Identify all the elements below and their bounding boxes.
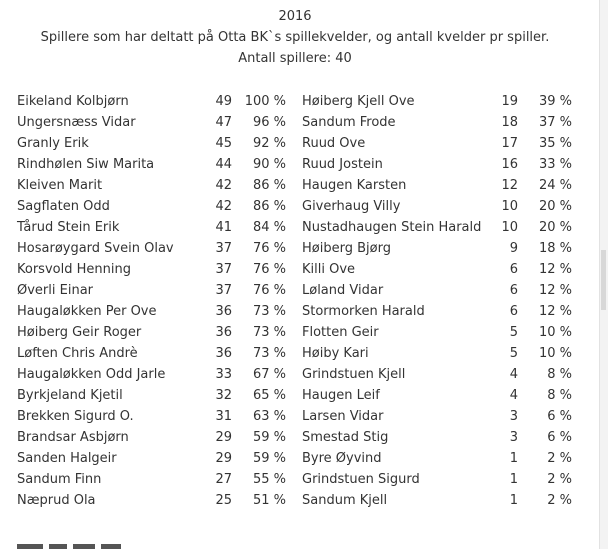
evening-count: 6	[509, 262, 518, 277]
evening-count: 29	[215, 430, 232, 445]
attendance-percent: 73 %	[252, 346, 286, 361]
attendance-percent: 20 %	[538, 220, 572, 235]
player-name: Grindstuen Kjell	[302, 367, 406, 382]
evening-count: 37	[215, 262, 232, 277]
table-row	[0, 385, 600, 406]
player-name: Grindstuen Sigurd	[302, 472, 420, 487]
evening-count: 37	[215, 283, 232, 298]
attendance-percent: 8 %	[547, 367, 572, 382]
attendance-percent: 39 %	[538, 94, 572, 109]
evening-count: 10	[501, 199, 518, 214]
evening-count: 4	[509, 367, 518, 382]
evening-count: 19	[501, 94, 518, 109]
player-name: Haugen Karsten	[302, 178, 407, 193]
player-name: Hosarøygard Svein Olav	[17, 241, 174, 256]
table-row	[0, 238, 600, 259]
player-name: Næprud Ola	[17, 493, 96, 508]
scrollbar-thumb[interactable]	[601, 250, 606, 310]
evening-count: 44	[215, 157, 232, 172]
evening-count: 1	[509, 493, 518, 508]
evening-count: 33	[215, 367, 232, 382]
attendance-percent: 51 %	[252, 493, 286, 508]
evening-count: 36	[215, 346, 232, 361]
evening-count: 25	[215, 493, 232, 508]
player-name: Ungersnæss Vidar	[17, 115, 136, 130]
year-heading: 2016	[278, 9, 312, 24]
table-row	[0, 196, 600, 217]
player-name: Flotten Geir	[302, 325, 379, 340]
table-row	[0, 259, 600, 280]
attendance-percent: 84 %	[252, 220, 286, 235]
evening-count: 1	[509, 451, 518, 466]
attendance-percent: 10 %	[538, 325, 572, 340]
table-row	[0, 175, 600, 196]
evening-count: 5	[509, 346, 518, 361]
player-name: Byrkjeland Kjetil	[17, 388, 123, 403]
table-row	[0, 427, 600, 448]
attendance-percent: 2 %	[547, 451, 572, 466]
evening-count: 45	[215, 136, 232, 151]
document-header	[0, 6, 590, 69]
table-row	[0, 112, 600, 133]
player-name: Høiberg Kjell Ove	[302, 94, 415, 109]
player-stats-table	[0, 91, 600, 511]
attendance-percent: 59 %	[252, 430, 286, 445]
evening-count: 27	[215, 472, 232, 487]
evening-count: 41	[215, 220, 232, 235]
scrollbar[interactable]	[599, 0, 608, 549]
player-name: Smestad Stig	[302, 430, 389, 445]
player-name: Kleiven Marit	[17, 178, 103, 193]
player-name: Eikeland Kolbjørn	[17, 94, 129, 109]
evening-count: 10	[501, 220, 518, 235]
attendance-percent: 76 %	[252, 283, 286, 298]
attendance-percent: 86 %	[252, 178, 286, 193]
attendance-percent: 92 %	[252, 136, 286, 151]
attendance-percent: 2 %	[547, 472, 572, 487]
table-row	[0, 448, 600, 469]
attendance-percent: 12 %	[538, 262, 572, 277]
player-name: Ruud Jostein	[302, 157, 383, 172]
player-name: Brekken Sigurd O.	[17, 409, 134, 424]
attendance-percent: 37 %	[538, 115, 572, 130]
evening-count: 18	[501, 115, 518, 130]
evening-count: 29	[215, 451, 232, 466]
attendance-percent: 59 %	[252, 451, 286, 466]
evening-count: 4	[509, 388, 518, 403]
attendance-percent: 33 %	[538, 157, 572, 172]
table-row	[0, 280, 600, 301]
evening-count: 12	[501, 178, 518, 193]
attendance-percent: 20 %	[538, 199, 572, 214]
player-name: Øverli Einar	[17, 283, 94, 298]
attendance-percent: 6 %	[547, 430, 572, 445]
evening-count: 6	[509, 304, 518, 319]
attendance-percent: 6 %	[547, 409, 572, 424]
attendance-percent: 96 %	[252, 115, 286, 130]
attendance-percent: 2 %	[547, 493, 572, 508]
player-count: Antall spillere: 40	[238, 51, 352, 66]
attendance-percent: 35 %	[538, 136, 572, 151]
table-row	[0, 217, 600, 238]
player-name: Haugaløkken Odd Jarle	[17, 367, 166, 382]
player-name: Sandum Frode	[302, 115, 396, 130]
player-name: Haugen Leif	[302, 388, 380, 403]
evening-count: 36	[215, 325, 232, 340]
player-name: Tårud Stein Erik	[17, 220, 120, 235]
player-name: Larsen Vidar	[302, 409, 384, 424]
table-row	[0, 469, 600, 490]
attendance-percent: 90 %	[252, 157, 286, 172]
player-name: Ruud Ove	[302, 136, 366, 151]
table-row	[0, 490, 600, 511]
player-name: Stormorken Harald	[302, 304, 425, 319]
player-name: Killi Ove	[302, 262, 356, 277]
evening-count: 36	[215, 304, 232, 319]
attendance-percent: 73 %	[252, 325, 286, 340]
player-name: Haugaløkken Per Ove	[17, 304, 157, 319]
player-name: Sandum Finn	[17, 472, 102, 487]
evening-count: 49	[215, 94, 232, 109]
cut-off-footer-text	[17, 541, 157, 549]
evening-count: 37	[215, 241, 232, 256]
attendance-percent: 76 %	[252, 262, 286, 277]
player-name: Brandsar Asbjørn	[17, 430, 129, 445]
attendance-percent: 55 %	[252, 472, 286, 487]
evening-count: 1	[509, 472, 518, 487]
attendance-percent: 12 %	[538, 283, 572, 298]
evening-count: 32	[215, 388, 232, 403]
player-name: Rindhølen Siw Marita	[17, 157, 155, 172]
player-name: Sandum Kjell	[302, 493, 388, 508]
player-name: Granly Erik	[17, 136, 89, 151]
player-name: Høiberg Geir Roger	[17, 325, 142, 340]
table-row	[0, 364, 600, 385]
table-row	[0, 301, 600, 322]
player-name: Løften Chris Andrè	[17, 346, 138, 361]
table-row	[0, 91, 600, 112]
attendance-percent: 100 %	[244, 94, 286, 109]
attendance-percent: 24 %	[538, 178, 572, 193]
player-name: Løland Vidar	[302, 283, 384, 298]
attendance-percent: 12 %	[538, 304, 572, 319]
player-name: Giverhaug Villy	[302, 199, 401, 214]
player-name: Høiberg Bjørg	[302, 241, 391, 256]
player-name: Høiby Kari	[302, 346, 369, 361]
evening-count: 47	[215, 115, 232, 130]
subtitle: Spillere som har deltatt på Otta BK`s spillekvelder, og antall kvelder pr spiller.	[40, 30, 550, 45]
attendance-percent: 86 %	[252, 199, 286, 214]
evening-count: 3	[509, 430, 518, 445]
table-row	[0, 343, 600, 364]
attendance-percent: 67 %	[252, 367, 286, 382]
attendance-percent: 76 %	[252, 241, 286, 256]
evening-count: 16	[501, 157, 518, 172]
evening-count: 3	[509, 409, 518, 424]
evening-count: 42	[215, 199, 232, 214]
evening-count: 5	[509, 325, 518, 340]
attendance-percent: 18 %	[538, 241, 572, 256]
attendance-percent: 65 %	[252, 388, 286, 403]
player-name: Korsvold Henning	[17, 262, 131, 277]
evening-count: 9	[509, 241, 518, 256]
evening-count: 17	[501, 136, 518, 151]
table-row	[0, 322, 600, 343]
table-row	[0, 154, 600, 175]
player-name: Sagflaten Odd	[17, 199, 110, 214]
table-row	[0, 133, 600, 154]
player-name: Byre Øyvind	[302, 451, 382, 466]
player-name: Nustadhaugen Stein Harald	[302, 220, 482, 235]
evening-count: 42	[215, 178, 232, 193]
evening-count: 6	[509, 283, 518, 298]
player-name: Sanden Halgeir	[17, 451, 117, 466]
attendance-percent: 8 %	[547, 388, 572, 403]
attendance-percent: 63 %	[252, 409, 286, 424]
attendance-percent: 10 %	[538, 346, 572, 361]
evening-count: 31	[215, 409, 232, 424]
table-row	[0, 406, 600, 427]
attendance-percent: 73 %	[252, 304, 286, 319]
